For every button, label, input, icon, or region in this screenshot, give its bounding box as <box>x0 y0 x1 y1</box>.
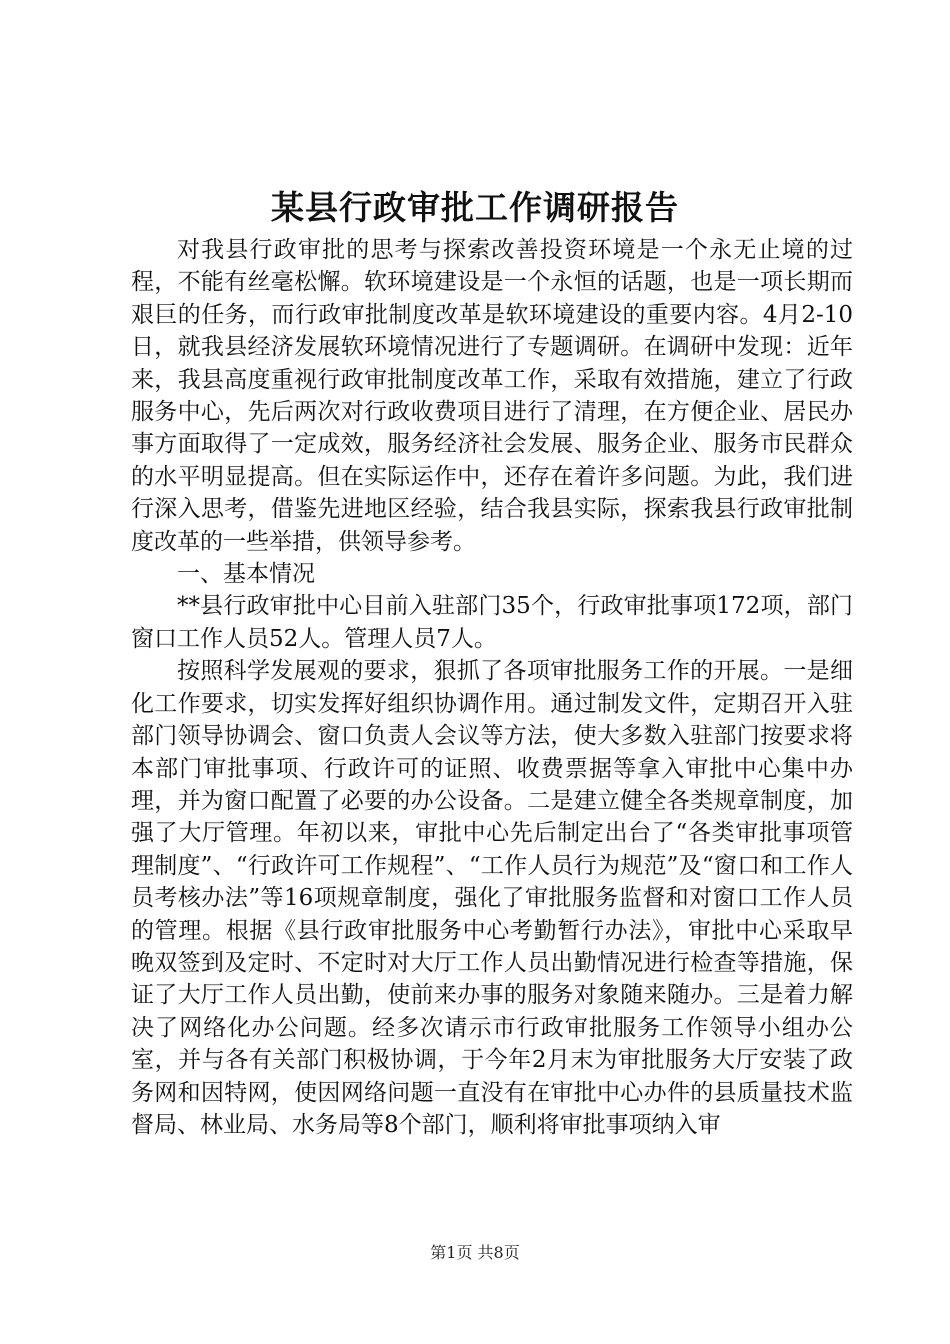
page-number-footer: 第1页 共8页 <box>430 1243 520 1262</box>
paragraph-center-stats: **县行政审批中心目前入驻部门35个，行政审批事项172项，部门窗口工作人员52人。管理人员7人。 <box>131 593 853 652</box>
document-title: 某县行政审批工作调研报告 <box>271 188 679 227</box>
paragraph-intro: 对我县行政审批的思考与探索改善投资环境是一个永无止境的过程，不能有丝毫松懈。软环境建设是一个永恒的话题，也是一项长期而艰巨的任务，而行政审批制度改革是软环境建设的重要内容。4月2-10日，就我县经济发展软环境情况进行了专题调研。在调研中发现：近年来，我县高度重视行政审批制度改革工作，采取有效措施，建立了行政服务中心，先后两次对行政收费项目进行了清理，在方便企业、居民办事方面取得了一定成效，服务经济社会发展、服务企业、服务市民群众的水平明显提高。但在实际运作中，还存在着许多问题。为此，我们进行深入思考，借鉴先进地区经验，结合我县实际，探索我县行政审批制度改革的一些举措，供领导参考。 <box>131 237 853 555</box>
section-heading-basic-situation: 一、基本情况 <box>177 561 315 588</box>
document-body <box>131 234 853 1141</box>
paragraph-work-measures: 按照科学发展观的要求，狠抓了各项审批服务工作的开展。一是细化工作要求，切实发挥好组织协调作用。通过制发文件，定期召开入驻部门领导协调会、窗口负责人会议等方法，使大多数入驻部门按要求将本部门审批事项、行政许可的证照、收费票据等拿入审批中心集中办理，并为窗口配置了必要的办公设备。二是建立健全各类规章制度，加强了大厅管理。年初以来，审批中心先后制定出台了“各类审批事项管理制度”、“行政许可工作规程”、“工作人员行为规范”及“窗口和工作人员考核办法”等16项规章制度，强化了审批服务监督和对窗口工作人员的管理。根据《县行政审批服务中心考勤暂行办法》，审批中心采取早晚双签到及定时、不定时对大厅工作人员出勤情况进行检查等措施，保证了大厅工作人员出勤，使前来办事的服务对象随来随办。三是着力解决了网络化办公问题。经多次请示市行政审批服务工作领导小组办公室，并与各有关部门积极协调，于今年2月末为审批服务大厅安装了政务网和因特网，使因网络问题一直没有在审批中心办件的县质量技术监督局、林业局、水务局等8个部门，顺利将审批事项纳入审 <box>131 658 853 1138</box>
